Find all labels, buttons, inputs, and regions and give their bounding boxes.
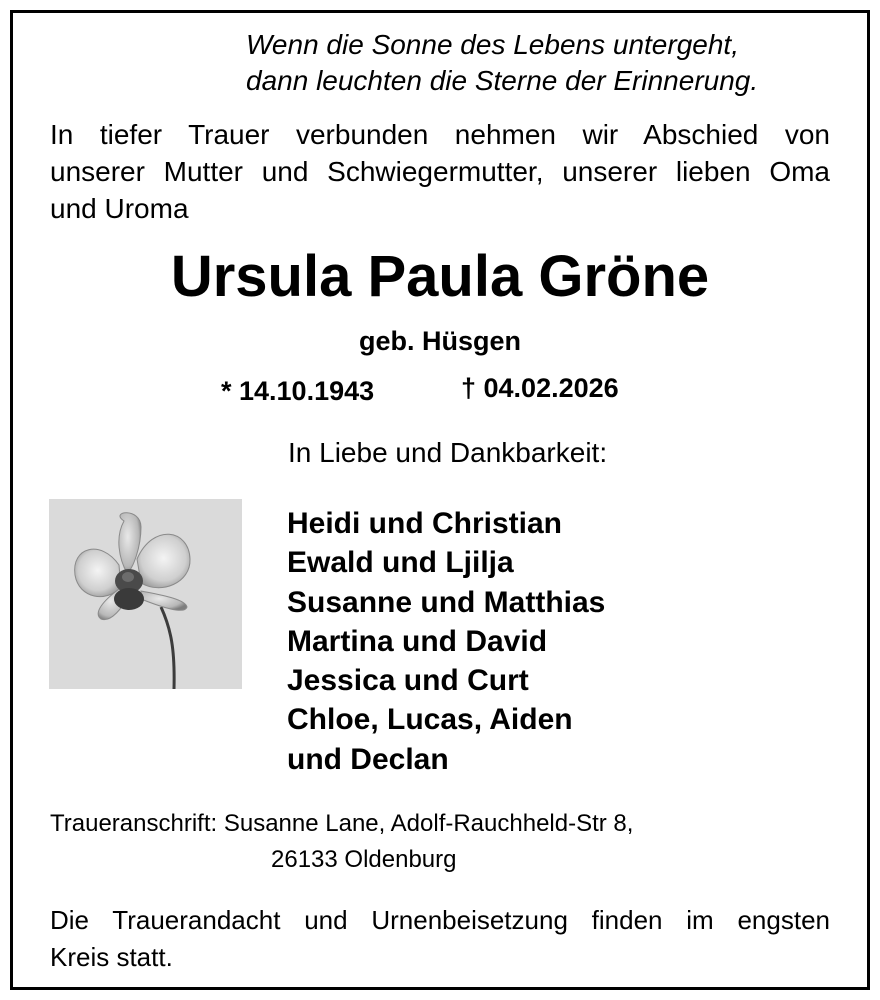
closing-note <box>50 902 830 976</box>
intro-text <box>50 116 830 227</box>
motto-quote <box>246 27 758 99</box>
death-date: † 04.02.2026 <box>461 373 619 403</box>
mourner-entry: Ewald und Ljilja <box>287 546 514 580</box>
motto-line-1: Wenn die Sonne des Lebens untergeht, <box>246 29 739 60</box>
mourner-entry: Chloe, Lucas, Aiden <box>287 703 573 737</box>
motto-line-2: dann leuchten die Sterne der Erinnerung. <box>246 65 759 96</box>
orchid-icon <box>49 499 242 689</box>
mourner-entry: Martina und David <box>287 624 548 658</box>
intro-line-3: und Uroma <box>50 193 189 224</box>
thanks-line: In Liebe und Dankbarkeit: <box>288 437 608 468</box>
mourner-entry: Susanne und Matthias <box>287 585 606 619</box>
closing-line-2: Kreis statt. <box>50 942 173 972</box>
mourner-entry: und Declan <box>287 742 449 776</box>
maiden-name: geb. Hüsgen <box>358 326 521 356</box>
closing-line-1: Die Trauerandacht und Urnenbeisetzung finden im engsten <box>50 905 830 935</box>
deceased-name: Ursula Paula Gröne <box>170 244 710 309</box>
intro-line-1: In tiefer Trauer verbunden nehmen wir Abschied von <box>50 119 830 150</box>
orchid-photo <box>49 499 242 689</box>
birth-date: * 14.10.1943 <box>221 376 375 406</box>
mourning-address-line-2: 26133 Oldenburg <box>271 846 457 873</box>
mourner-entry: Heidi und Christian <box>287 507 563 540</box>
mourners-list <box>287 504 605 779</box>
intro-line-2: unserer Mutter und Schwiegermutter, unserer lieben Oma <box>50 156 830 187</box>
mourner-entry: Jessica und Curt <box>287 664 529 698</box>
mourning-address-line-1: Traueranschrift: Susanne Lane, Adolf-Rauchheld-Str 8, <box>50 810 634 837</box>
